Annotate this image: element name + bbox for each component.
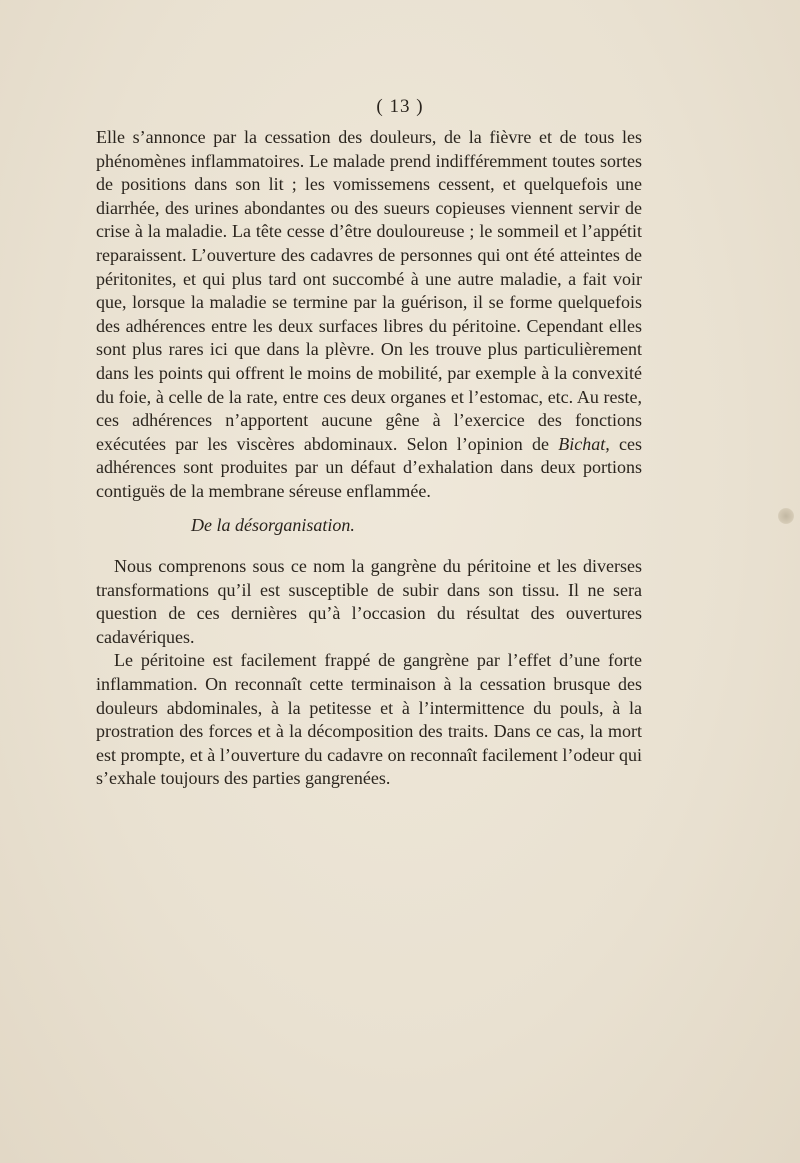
section-heading: De la désorganisation.: [191, 514, 355, 535]
author-name-bichat: Bichat,: [558, 433, 610, 454]
body-text: [96, 126, 642, 791]
paragraph-1: [96, 126, 642, 504]
paragraph-1-end: ces adhérences sont produites par un défaut d’exhalation dans deux portions contiguës de la membrane séreuse enflammée.: [96, 433, 643, 501]
paragraph-3: Le péritoine est facilement frappé de gangrène par l’effet d’une forte inflammation. On reconnaît cette terminaison à la cessation brusque des douleurs abdominales, à la petitesse et à l’intermittence du pouls, à la prostration des forces et à la décomposition des traits. Dans ce cas, la mort est prompte, et à l’ouverture du cadavre on reconnaît facilement l’odeur qui s’exhale toujours des parties gangrenées.: [96, 650, 642, 789]
paragraph-1-start: Elle s’annonce par la cessation des douleurs, de la fièvre et de tous les phénomènes inflammatoires. Le malade prend indifféremment toutes sortes de positions dans son lit ; les vomissemens cessent, et quelquefois une diarrhée, des urines abondantes ou des sueurs copieuses viennent servir de crise à la maladie. La tête cesse d’être douloureuse ; le sommeil et l’appétit reparaissent. L’ouverture des cadavres de personnes qui ont été atteintes de péritonites, et qui plus tard ont succombé à une autre maladie, a fait voir que, lorsque la maladie se termine par la guérison, il se forme quelquefois des adhérences entre les deux surfaces libres du péritoine. Cependant elles sont plus rares ici que dans la plèvre. On les trouve plus particulièrement dans les points qui offrent le moins de mobilité, par exemple à la convexité du foie, à celle de la rate, entre ces deux organes et l’estomac, etc. Au reste, ces adhérences n’apportent aucune gêne à l’exercice des fonctions exécutées par les viscères abdominaux. Selon l’opinion de: [96, 127, 642, 454]
paragraph-2: Nous comprenons sous ce nom la gangrène du péritoine et les diverses transformations qu’il est susceptible de subir dans son tissu. Il ne sera question de ces dernières qu’à l’occasion du résultat des ouvertures cadavériques.: [96, 556, 642, 647]
page-number: ( 13 ): [376, 96, 424, 117]
ink-blot: [778, 508, 794, 524]
